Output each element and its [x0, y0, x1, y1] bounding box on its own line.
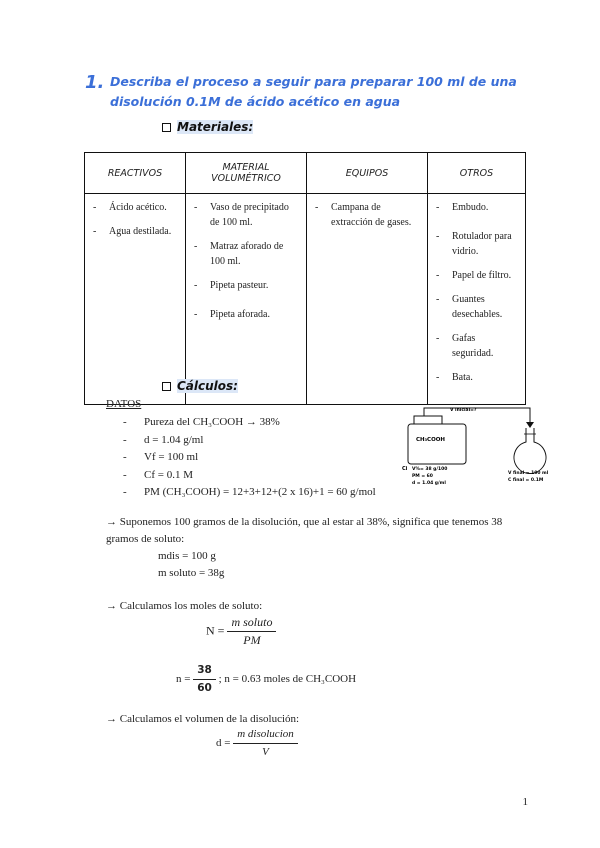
list-item: - Campana de extracción de gases.: [313, 200, 421, 230]
materials-table: [84, 152, 526, 405]
list-item: - Pipeta aforada.: [192, 307, 300, 322]
list-item: - Rotulador para vidrio.: [434, 229, 519, 259]
formula-d-fraction: [233, 726, 298, 761]
col-reactivos: REACTIVOS: [85, 153, 186, 194]
list-item: - Vf = 100 ml: [123, 449, 376, 467]
formula-n: [206, 614, 276, 649]
datos-label: DATOS: [106, 398, 142, 410]
checkbox-bullet-icon: [162, 382, 171, 391]
list-item: - Guantes desechables.: [434, 292, 519, 322]
dilution-diagram: [402, 398, 562, 494]
col-equipos: EQUIPOS: [307, 153, 428, 194]
list-item: - Pureza del CH₃COOH → 38%: [123, 414, 376, 432]
formula-n-numerator: m soluto: [227, 614, 276, 632]
list-item: - Papel de filtro.: [434, 268, 519, 283]
equipos-cell: [307, 194, 428, 405]
n-denominator: 60: [197, 682, 212, 694]
formula-d: [216, 726, 298, 761]
volumetric-flask-icon: [514, 428, 546, 473]
formula-d-denominator: V: [262, 746, 269, 758]
bottle-info-1: V%= 38 g/100: [412, 467, 448, 472]
formula-n-label: N =: [206, 623, 225, 638]
reactivos-cell: [85, 194, 186, 405]
material-cell: [186, 194, 307, 405]
page-number: 1: [522, 796, 528, 808]
list-item: - Ácido acético.: [91, 200, 179, 215]
bottle-info-2: PM = 60: [412, 474, 433, 479]
list-item: - PM (CH₃COOH) = 12+3+12+(2 x 16)+1 = 60 g/mol: [123, 484, 376, 502]
list-item: - Agua destilada.: [91, 224, 179, 239]
n-numerator: 38: [193, 662, 216, 680]
table-row: [85, 194, 526, 405]
bottle-label: CH₃COOH: [416, 437, 446, 443]
col-otros: OTROS: [428, 153, 526, 194]
list-item: - Matraz aforado de 100 ml.: [192, 239, 300, 269]
list-item: - Embudo.: [434, 200, 519, 215]
question-number: 1.: [85, 72, 105, 93]
flask-info-1: V final = 100 ml: [508, 471, 549, 476]
paragraph-suponemos: → Suponemos 100 gramos de la disolución, que al estar al 38%, significa que tenemos 38 gramos de soluto:: [106, 516, 503, 545]
list-item: - Bata.: [434, 370, 519, 385]
flask-info-2: C final = 0.1M: [508, 478, 544, 483]
bottle-cap: [414, 416, 442, 424]
mdis-line: mdis = 100 g: [158, 550, 216, 562]
list-item: - Pipeta pasteur.: [192, 278, 300, 293]
n-result: ; n = 0.63 moles de CH₃COOH: [218, 673, 357, 686]
msoluto-line: m soluto = 38g: [158, 567, 225, 579]
formula-n-fraction: [227, 614, 276, 649]
formula-d-label: d =: [216, 737, 231, 750]
bottle-side-label: Ci: [402, 466, 408, 472]
arrow-head-icon: [526, 422, 534, 428]
list-item: - d = 1.04 g/ml: [123, 432, 376, 450]
formula-d-numerator: m disolucion: [233, 726, 298, 744]
checkbox-bullet-icon: [162, 123, 171, 132]
n-fraction: [193, 662, 216, 697]
transfer-label: V inicial=?: [450, 408, 477, 413]
col-material: MATERIAL VOLUMÉTRICO: [186, 153, 307, 194]
materiales-heading: Materiales:: [162, 120, 253, 134]
list-item: - Cf = 0.1 M: [123, 467, 376, 485]
list-item: - Gafas seguridad.: [434, 331, 519, 361]
formula-n-denominator: PM: [243, 633, 261, 647]
datos-list: [123, 414, 376, 502]
formula-n-value: [176, 662, 356, 697]
bottle-icon: [408, 424, 466, 464]
n-prefix: n =: [176, 673, 191, 686]
otros-cell: [428, 194, 526, 405]
calculos-heading: Cálculos:: [162, 379, 238, 393]
bottle-info-3: d = 1.04 g/ml: [412, 481, 446, 486]
paragraph-volumen: → Calculamos el volumen de la disolución:: [106, 713, 300, 725]
paragraph-moles: → Calculamos los moles de soluto:: [106, 600, 263, 612]
list-item: - Vaso de precipitado de 100 ml.: [192, 200, 300, 230]
question-text: Describa el proceso a seguir para preparar 100 ml de una disolución 0.1M de ácido acético en agua: [110, 74, 517, 109]
